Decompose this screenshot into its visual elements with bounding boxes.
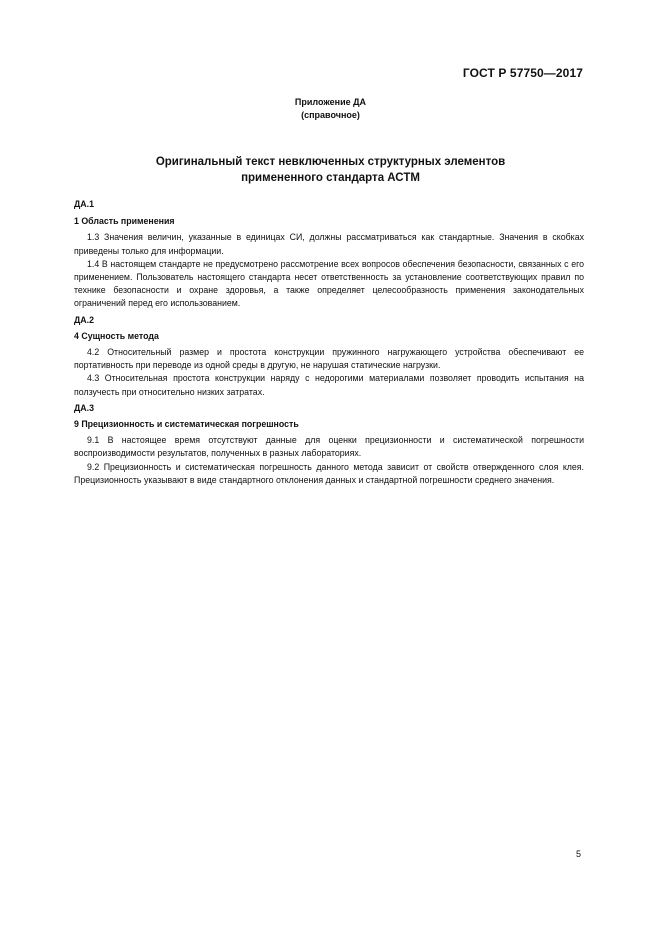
document-body [74, 198, 584, 489]
section-heading: 9 Прецизионность и систематическая погрешность [74, 419, 299, 430]
section-heading: 4 Сущность метода [74, 330, 159, 341]
section-heading: 1 Область применения [74, 216, 175, 227]
section-da3 [74, 402, 584, 487]
main-title-line1: Оригинальный текст невключенных структурных элементов [155, 156, 506, 168]
section-label: ДА.3 [74, 402, 94, 413]
section-label: ДА.2 [74, 314, 94, 325]
section-da2 [74, 314, 584, 399]
section-da1 [74, 198, 584, 311]
paragraph: 1.3 Значения величин, указанные в единицах СИ, должны рассматриваться как стандартные. Значения в скобках приведены только для информации. [74, 232, 584, 256]
appendix-header [0, 96, 661, 122]
paragraph: 4.2 Относительный размер и простота конструкции пружинного нагружающего устройства обеспечивают ее портативность при переводе из одной среды в другую, не нарушая статические нагрузки. [74, 347, 584, 371]
paragraph: 9.1 В настоящее время отсутствуют данные для оценки прецизионности и систематической погрешности воспроизводимости результатов, полученных в разных лабораториях. [74, 435, 584, 459]
appendix-subtitle: (справочное) [301, 110, 360, 120]
page-number: 5 [575, 849, 581, 859]
document-code: ГОСТ Р 57750—2017 [462, 66, 583, 80]
main-title [0, 154, 661, 186]
paragraph: 9.2 Прецизионность и систематическая погрешность данного метода зависит от свойств отвержденного слоя клея. Прецизионность указывают в виде стандартного отклонения данных и стандартной погрешности среднего значения. [74, 461, 584, 485]
paragraph: 1.4 В настоящем стандарте не предусмотрено рассмотрение всех вопросов обеспечения безопасности, связанных с его применением. Пользователь настоящего стандарта несет ответственность за установление соответствующих правил по технике безопасности и охране здоровья, а также определяет целесообразность применения законодательных ограничений перед его использованием. [74, 258, 584, 309]
appendix-title: Приложение ДА [294, 97, 367, 107]
paragraph: 4.3 Относительная простота конструкции наряду с недорогими материалами позволяет проводить испытания на ползучесть при относительно низких затратах. [74, 373, 584, 397]
section-label: ДА.1 [74, 199, 94, 209]
main-title-line2: примененного стандарта АСТМ [241, 172, 420, 184]
